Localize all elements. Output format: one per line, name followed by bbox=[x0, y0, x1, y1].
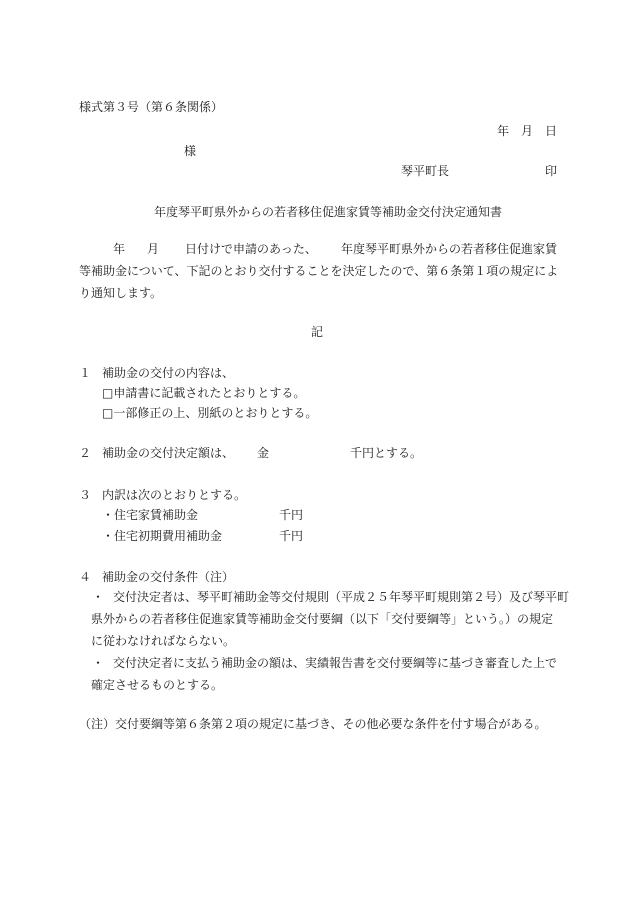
item-4-text: 補助金の交付条件（注） bbox=[102, 570, 235, 584]
footnote: （注）交付要綱等第６条第２項の規定に基づき、その他必要な条件を付す場合がある。 bbox=[79, 717, 547, 731]
item-1-number: １ bbox=[79, 366, 92, 380]
condition-1-mark: ・ bbox=[92, 590, 105, 604]
date-day: 日 bbox=[545, 124, 558, 138]
item-2-kin: 金 bbox=[257, 446, 270, 460]
intro-text-2: 年度琴平町県外からの若者移住促進家賃 bbox=[341, 242, 558, 256]
condition-1-line-2: 県外からの若者移住促進家賃等補助金交付要綱（以下「交付要綱等」という。）の規定 bbox=[91, 612, 554, 626]
date-month: 月 bbox=[521, 124, 534, 138]
condition-1-line-1: 交付決定者は、琴平町補助金等交付規則（平成２５年琴平町規則第２号）及び琴平町 bbox=[113, 590, 570, 604]
addressee-suffix: 様 bbox=[184, 144, 197, 158]
ki-heading: 記 bbox=[311, 325, 324, 339]
intro-line-3: り通知します。 bbox=[79, 286, 163, 300]
seal-mark: 印 bbox=[545, 164, 558, 178]
item-3-number: ３ bbox=[79, 488, 92, 502]
item-2-number: ２ bbox=[79, 446, 92, 460]
item-1-option-1: □申請書に記載されたとおりとする。 bbox=[102, 386, 306, 400]
item-1-text: 補助金の交付の内容は、 bbox=[102, 366, 235, 380]
breakdown-label-initial: ・住宅初期費用補助金 bbox=[102, 529, 223, 543]
intro-month: 月 bbox=[147, 242, 160, 256]
item-1-option-2: □一部修正の上、別紙のとおりとする。 bbox=[102, 406, 318, 420]
intro-text-1: 日付けで申請のあった、 bbox=[185, 242, 317, 256]
condition-1-line-3: に従わなければならない。 bbox=[91, 634, 236, 648]
issuer-name: 琴平町長 bbox=[401, 164, 450, 178]
breakdown-label-rent: ・住宅家賃補助金 bbox=[102, 508, 199, 522]
form-label: 様式第３号（第６条関係） bbox=[79, 100, 224, 114]
breakdown-unit-rent: 千円 bbox=[279, 508, 304, 522]
condition-2-line-2: 確定させるものとする。 bbox=[91, 678, 224, 692]
breakdown-unit-initial: 千円 bbox=[279, 529, 304, 543]
item-2-tail: 千円とする。 bbox=[350, 446, 423, 460]
intro-line-2: 等補助金について、下記のとおり交付することを決定したので、第６条第１項の規定によ bbox=[79, 264, 559, 278]
date-year: 年 bbox=[497, 124, 510, 138]
condition-2-mark: ・ bbox=[92, 656, 105, 670]
item-2-text: 補助金の交付決定額は、 bbox=[102, 446, 235, 460]
item-4-number: ４ bbox=[79, 570, 92, 584]
condition-2-line-1: 交付決定者に支払う補助金の額は、実績報告書を交付要綱等に基づき審査した上で bbox=[113, 656, 558, 670]
item-3-text: 内訳は次のとおりとする。 bbox=[102, 488, 247, 502]
document-title: 年度琴平町県外からの若者移住促進家賃等補助金交付決定通知書 bbox=[154, 205, 503, 219]
intro-year: 年 bbox=[113, 242, 126, 256]
